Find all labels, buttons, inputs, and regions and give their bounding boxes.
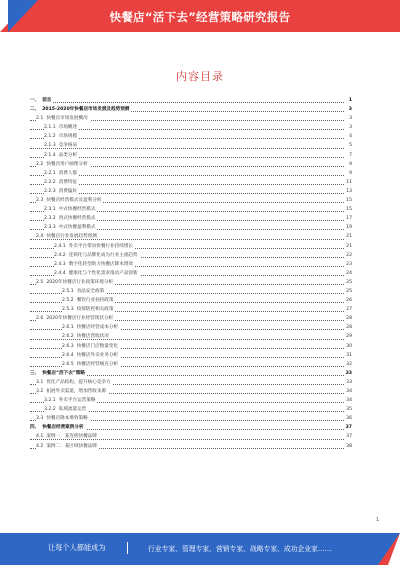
toc-entry-text bbox=[44, 207, 97, 212]
toc-entry-number: 2.3.3 bbox=[44, 225, 56, 231]
toc-entry-number: 2.4.2 bbox=[54, 252, 66, 258]
toc-entry[interactable] bbox=[30, 323, 352, 332]
toc-entry-text bbox=[44, 398, 97, 403]
toc-entry-text bbox=[44, 153, 79, 158]
toc-entry-text bbox=[30, 98, 53, 103]
toc-entry[interactable] bbox=[30, 160, 352, 169]
toc-page-number: 31 bbox=[344, 351, 352, 360]
toc-entry-number: 2.1.3 bbox=[44, 143, 56, 149]
toc-page-number: 1 bbox=[347, 96, 352, 105]
toc-entry-label: 案例一：某连锁快餐品牌 bbox=[46, 434, 97, 440]
toc-entry[interactable] bbox=[30, 414, 352, 423]
toc-entry-number: 2.3.1 bbox=[44, 207, 56, 213]
toc-entry-text bbox=[44, 134, 79, 139]
toc-page-number: 7 bbox=[347, 151, 352, 160]
toc-entry-label: 中式快餐经营模式 bbox=[58, 207, 96, 213]
toc-entry-label: 快餐店经营成本分析 bbox=[76, 325, 119, 331]
toc-page-number: 28 bbox=[344, 323, 352, 332]
toc-entry-number: 2.4.4 bbox=[54, 270, 66, 276]
toc-entry-number: 4.2 bbox=[36, 443, 44, 449]
toc-entry[interactable] bbox=[30, 141, 352, 150]
toc-entry-number: 2.5.2 bbox=[62, 298, 74, 304]
toc-page-number: 25 bbox=[344, 278, 352, 287]
toc-entry-text bbox=[62, 325, 120, 330]
toc-entry-label: 连锁化与品牌化成为行业主流趋势 bbox=[68, 252, 138, 258]
toc-entry-text bbox=[54, 271, 140, 276]
toc-entry[interactable] bbox=[30, 387, 352, 396]
toc-entry-text bbox=[62, 344, 120, 349]
toc-entry-text bbox=[36, 162, 90, 167]
toc-entry-text bbox=[62, 307, 115, 312]
toc-page-number: 35 bbox=[344, 405, 352, 414]
toc-entry[interactable] bbox=[30, 269, 352, 278]
toc-entry-text bbox=[62, 289, 106, 294]
toc-entry-number: 2.1.4 bbox=[44, 152, 56, 158]
toc-entry-number: 2.5.1 bbox=[62, 288, 74, 294]
toc-entry-number: 4.1 bbox=[36, 434, 44, 440]
toc-page-number: 34 bbox=[344, 387, 352, 396]
toc-entry[interactable] bbox=[30, 123, 352, 132]
toc-entry-text bbox=[36, 280, 115, 285]
footer-tagline: 行业专家、管理专家、营销专家、战略专家、成功企业家…… bbox=[148, 545, 332, 553]
toc-page-number: 37 bbox=[344, 423, 352, 432]
toc-entry[interactable] bbox=[30, 332, 352, 341]
toc-entry-label: 快餐店“活下去”策略 bbox=[42, 370, 85, 376]
toc-entry-label: 快餐店门店数量变化 bbox=[76, 343, 119, 349]
toc-entry-text bbox=[36, 116, 90, 121]
toc-entry[interactable] bbox=[30, 251, 352, 260]
toc-entry-number: 2.6.1 bbox=[62, 325, 74, 331]
toc-entry[interactable] bbox=[30, 305, 352, 314]
table-of-contents bbox=[30, 96, 352, 451]
toc-entry-number: 2.4 bbox=[36, 234, 44, 240]
toc-entry-number: 2.1 bbox=[36, 116, 44, 122]
toc-entry-label: 市场规模 bbox=[58, 134, 78, 140]
toc-entry[interactable] bbox=[30, 432, 352, 441]
toc-entry-label: 外卖平台运营策略 bbox=[58, 398, 96, 404]
toc-page-number: 21 bbox=[344, 232, 352, 241]
toc-page-number: 33 bbox=[344, 369, 352, 378]
toc-page-number: 32 bbox=[344, 360, 352, 369]
toc-entry[interactable] bbox=[30, 132, 352, 141]
toc-page-number: 15 bbox=[344, 196, 352, 205]
toc-page-number: 19 bbox=[344, 223, 352, 232]
toc-entry[interactable] bbox=[30, 178, 352, 187]
toc-entry-label: 2020年快餐店行业经营现状分析 bbox=[46, 316, 114, 322]
toc-entry-text bbox=[44, 407, 88, 412]
toc-entry-text bbox=[30, 107, 131, 112]
toc-entry-number: 2.3 bbox=[36, 198, 44, 204]
page-number: 1 bbox=[376, 517, 380, 523]
toc-entry-label: 品类分析 bbox=[58, 152, 78, 158]
toc-entry[interactable] bbox=[30, 242, 352, 251]
toc-entry-label: 案例二：某区域快餐品牌 bbox=[46, 443, 97, 449]
toc-entry[interactable] bbox=[30, 314, 352, 323]
toc-entry-text bbox=[44, 143, 79, 148]
toc-entry-number: 2.2.2 bbox=[44, 179, 56, 185]
toc-entry[interactable] bbox=[30, 296, 352, 305]
toc-entry-label: 消费人群 bbox=[58, 170, 78, 176]
toc-page-number: 17 bbox=[344, 214, 352, 223]
toc-entry-text bbox=[30, 371, 87, 376]
toc-entry-number: 2.4.1 bbox=[54, 243, 66, 249]
toc-entry-text bbox=[54, 253, 140, 258]
toc-page-number: 34 bbox=[344, 396, 352, 405]
toc-entry-number: 一、 bbox=[30, 98, 40, 103]
toc-entry-label: 快餐店用户画像分析 bbox=[46, 161, 88, 167]
toc-page-number: 13 bbox=[344, 187, 352, 196]
toc-entry-number: 2.6.4 bbox=[62, 352, 74, 358]
toc-entry-label: 快餐店降本增效策略 bbox=[46, 416, 88, 422]
toc-page-number: 22 bbox=[344, 251, 352, 260]
toc-entry[interactable] bbox=[30, 223, 352, 232]
toc-entry[interactable] bbox=[30, 105, 352, 114]
toc-entry-label: 消费偏好 bbox=[58, 188, 78, 194]
toc-entry-number: 三、 bbox=[30, 370, 40, 376]
toc-entry[interactable] bbox=[30, 260, 352, 269]
toc-entry-text bbox=[44, 171, 79, 176]
toc-entry-label: 拓展外卖渠道，增加营收来源 bbox=[46, 389, 107, 394]
toc-entry-number: 2.2 bbox=[36, 161, 44, 167]
toc-page-number: 15 bbox=[344, 205, 352, 214]
toc-entry-label: 优化产品结构，提升核心竞争力 bbox=[46, 379, 111, 385]
toc-entry-label: 快餐店营收状况 bbox=[76, 334, 109, 340]
toc-entry-text bbox=[62, 353, 120, 358]
toc-page-number: 9 bbox=[347, 160, 352, 169]
toc-entry-label: 外卖平台带动快餐行业持续增长 bbox=[68, 243, 134, 249]
footer-slogan: 让每个人都能成为 bbox=[48, 543, 106, 552]
toc-page-number: 36 bbox=[344, 414, 352, 423]
toc-entry-number: 二、 bbox=[30, 107, 40, 113]
toc-entry[interactable] bbox=[30, 378, 352, 387]
toc-entry-text bbox=[36, 198, 103, 203]
toc-entry-number: 四、 bbox=[30, 425, 40, 431]
toc-page-number: 26 bbox=[344, 296, 352, 305]
toc-page-number: 9 bbox=[347, 169, 352, 178]
footer-divider bbox=[127, 542, 128, 554]
toc-entry-text bbox=[36, 416, 90, 421]
toc-page-number: 30 bbox=[344, 342, 352, 351]
toc-entry-label: 餐饮行业扶持政策 bbox=[76, 298, 114, 304]
toc-entry-text bbox=[36, 380, 113, 385]
toc-entry-label: 快餐店经营痛点分析 bbox=[76, 361, 119, 367]
toc-entry[interactable] bbox=[30, 351, 352, 360]
toc-entry-number: 3.3 bbox=[36, 416, 44, 422]
toc-entry[interactable] bbox=[30, 405, 352, 414]
toc-entry-text bbox=[62, 334, 111, 339]
toc-entry-number: 2.4.3 bbox=[54, 261, 66, 267]
toc-entry[interactable] bbox=[30, 287, 352, 296]
toc-entry-label: 快餐店外卖业务分析 bbox=[76, 352, 119, 358]
toc-entry-number: 3.2 bbox=[36, 389, 44, 394]
toc-entry-text bbox=[54, 262, 135, 267]
toc-entry-text bbox=[44, 180, 79, 185]
toc-entry-label: 私域流量运营 bbox=[58, 407, 87, 413]
toc-entry-label: 快餐店市场发展概况 bbox=[46, 116, 88, 122]
toc-entry[interactable] bbox=[30, 278, 352, 287]
toc-entry-text bbox=[44, 189, 79, 194]
toc-page-number: 5 bbox=[347, 141, 352, 150]
toc-page-number: 37 bbox=[344, 432, 352, 441]
toc-entry-number: 2.6.3 bbox=[62, 343, 74, 349]
footer-white-wedge bbox=[388, 533, 400, 565]
toc-entry-number: 2.2.3 bbox=[44, 188, 56, 194]
toc-entry-number: 3.1 bbox=[36, 379, 44, 385]
toc-entry-number: 2.1.2 bbox=[44, 134, 56, 140]
toc-entry[interactable] bbox=[30, 342, 352, 351]
toc-page-number: 24 bbox=[344, 269, 352, 278]
toc-entry-number: 2.2.1 bbox=[44, 170, 56, 176]
toc-entry-text bbox=[62, 362, 120, 367]
toc-entry-label: 快餐店经营案例分析 bbox=[42, 425, 84, 431]
toc-entry-label: 健康化与个性化需求推动产品创新 bbox=[68, 270, 138, 276]
toc-entry[interactable] bbox=[30, 114, 352, 123]
toc-entry-label: 2015-2020年快餐店市场发展及趋势预测 bbox=[42, 107, 130, 113]
toc-entry[interactable] bbox=[30, 205, 352, 214]
toc-page-number: 38 bbox=[344, 442, 352, 451]
toc-page-number: 28 bbox=[344, 314, 352, 323]
toc-entry-label: 疫情防控相关政策 bbox=[76, 307, 114, 313]
toc-entry-number: 2.6.5 bbox=[62, 361, 74, 367]
page-footer bbox=[0, 533, 400, 565]
toc-page-number: 25 bbox=[344, 287, 352, 296]
toc-entry-label: 竞争格局 bbox=[58, 143, 78, 149]
page-header bbox=[0, 0, 400, 32]
toc-entry-label: 快餐店经营模式及盈利分析 bbox=[46, 198, 102, 204]
toc-entry-label: 消费特征 bbox=[58, 179, 78, 185]
toc-page-number: 33 bbox=[344, 378, 352, 387]
toc-page-number: 3 bbox=[347, 123, 352, 132]
toc-entry-text bbox=[36, 389, 108, 394]
toc-entry-text bbox=[44, 125, 79, 130]
toc-entry-number: 2.6.2 bbox=[62, 334, 74, 340]
toc-page-number: 4 bbox=[347, 132, 352, 141]
toc-entry-number: 2.5 bbox=[36, 279, 44, 285]
toc-entry-text bbox=[44, 216, 97, 221]
toc-entry[interactable] bbox=[30, 96, 352, 105]
toc-leader-dots bbox=[30, 102, 344, 103]
report-title: 快餐店“活下去”经营策略研究报告 bbox=[109, 10, 291, 24]
toc-entry-label: 市场概述 bbox=[58, 125, 78, 131]
toc-page-number: 29 bbox=[344, 332, 352, 341]
toc-page-number: 23 bbox=[344, 260, 352, 269]
toc-entry-number: 2.5.3 bbox=[62, 307, 74, 313]
toc-entry[interactable] bbox=[30, 169, 352, 178]
toc-entry-text bbox=[44, 225, 97, 230]
toc-entry[interactable] bbox=[30, 214, 352, 223]
toc-page-number: 3 bbox=[347, 114, 352, 123]
toc-entry-text bbox=[36, 444, 99, 449]
toc-entry-number: 2.3.2 bbox=[44, 216, 56, 222]
toc-entry[interactable] bbox=[30, 396, 352, 405]
toc-page-number: 3 bbox=[347, 105, 352, 114]
toc-entry-label: 快餐店行业发展趋势预测 bbox=[46, 234, 97, 240]
toc-entry-label: 食品安全政策 bbox=[76, 288, 105, 294]
toc-entry-text bbox=[54, 244, 135, 249]
toc-entry[interactable] bbox=[30, 187, 352, 196]
toc-entry[interactable] bbox=[30, 151, 352, 160]
toc-entry[interactable] bbox=[30, 423, 352, 432]
toc-entry[interactable] bbox=[30, 196, 352, 205]
toc-heading: 内容目录 bbox=[176, 70, 224, 83]
toc-entry-number: 2.1.1 bbox=[44, 125, 56, 131]
toc-entry-label: 数字化转型助力快餐店降本增效 bbox=[68, 261, 134, 267]
toc-entry-number: 3.2.1 bbox=[44, 398, 56, 404]
toc-entry[interactable] bbox=[30, 360, 352, 369]
toc-page-number: 21 bbox=[344, 242, 352, 251]
toc-entry[interactable] bbox=[30, 232, 352, 241]
toc-entry-text bbox=[30, 425, 86, 430]
toc-entry-number: 2.6 bbox=[36, 316, 44, 322]
toc-entry-label: 前言 bbox=[42, 98, 52, 103]
toc-entry[interactable] bbox=[30, 369, 352, 378]
toc-page-number: 11 bbox=[344, 178, 352, 187]
toc-entry-label: 中式快餐盈利模式 bbox=[58, 225, 96, 231]
toc-entry[interactable] bbox=[30, 442, 352, 451]
toc-entry-text bbox=[62, 298, 115, 303]
toc-page-number: 27 bbox=[344, 305, 352, 314]
toc-entry-text bbox=[36, 316, 115, 321]
toc-entry-label: 西式快餐经营模式 bbox=[58, 216, 96, 222]
toc-entry-number: 3.2.2 bbox=[44, 407, 56, 413]
toc-entry-text bbox=[36, 434, 99, 439]
toc-entry-text bbox=[36, 234, 99, 239]
toc-entry-label: 2020年快餐店行业政策环境分析 bbox=[46, 279, 114, 285]
